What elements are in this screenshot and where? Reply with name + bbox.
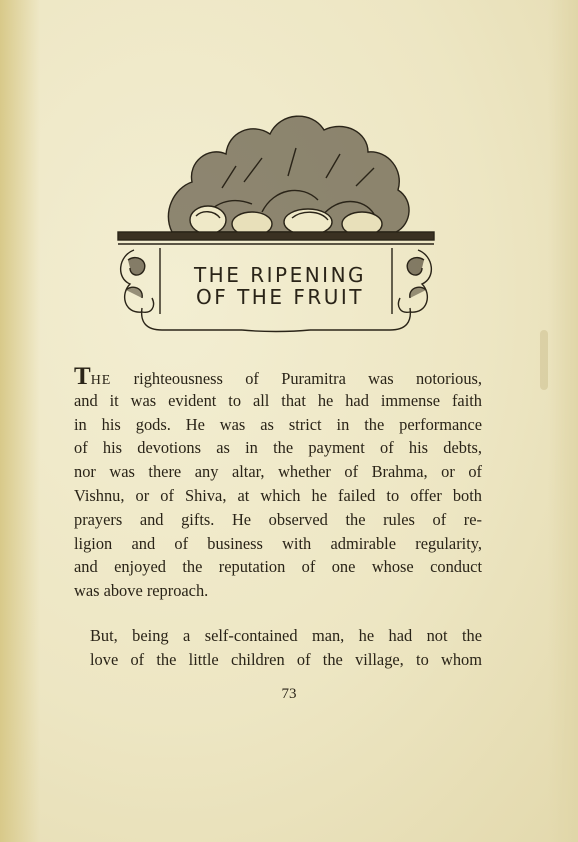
text-line: love of the little children of the village, to whom	[90, 649, 482, 669]
paragraph-2	[74, 624, 482, 672]
text-line: was above reproach.	[74, 581, 209, 601]
page-edge-stain	[540, 330, 548, 390]
text-line: and it was evident to all that he had immense faith	[74, 390, 482, 410]
small-caps-word: HE	[90, 373, 112, 388]
text-line: and enjoyed the reputation of one whose conduct	[74, 557, 482, 577]
text-line: prayers and gifts. He observed the rules of re-	[74, 509, 482, 529]
page-number: 73	[281, 686, 297, 702]
text-line: in his gods. He was as strict in the performance	[74, 414, 482, 434]
text-line: ligion and of business with admirable regularity,	[74, 533, 482, 553]
chapter-title-line-1: THE RIPENING	[193, 263, 367, 287]
drop-cap: T	[74, 363, 91, 390]
first-line-text: righteousness of Puramitra was notorious,	[111, 369, 482, 388]
paragraph-1	[74, 365, 482, 603]
text-line: But, being a self-contained man, he had not the	[90, 626, 482, 645]
page-gutter-shadow	[0, 0, 40, 842]
text-line: nor was there any altar, whether of Brahma, or of	[74, 462, 482, 482]
text-line: of his devotions as in the payment of his debts,	[74, 438, 482, 458]
chapter-title-line-2: OF THE FRUIT	[195, 285, 364, 309]
text-line: Vishnu, or of Shiva, at which he failed to offer both	[74, 485, 482, 505]
page-edge-shadow	[548, 0, 578, 842]
paragraph-1-line-1	[74, 365, 482, 389]
